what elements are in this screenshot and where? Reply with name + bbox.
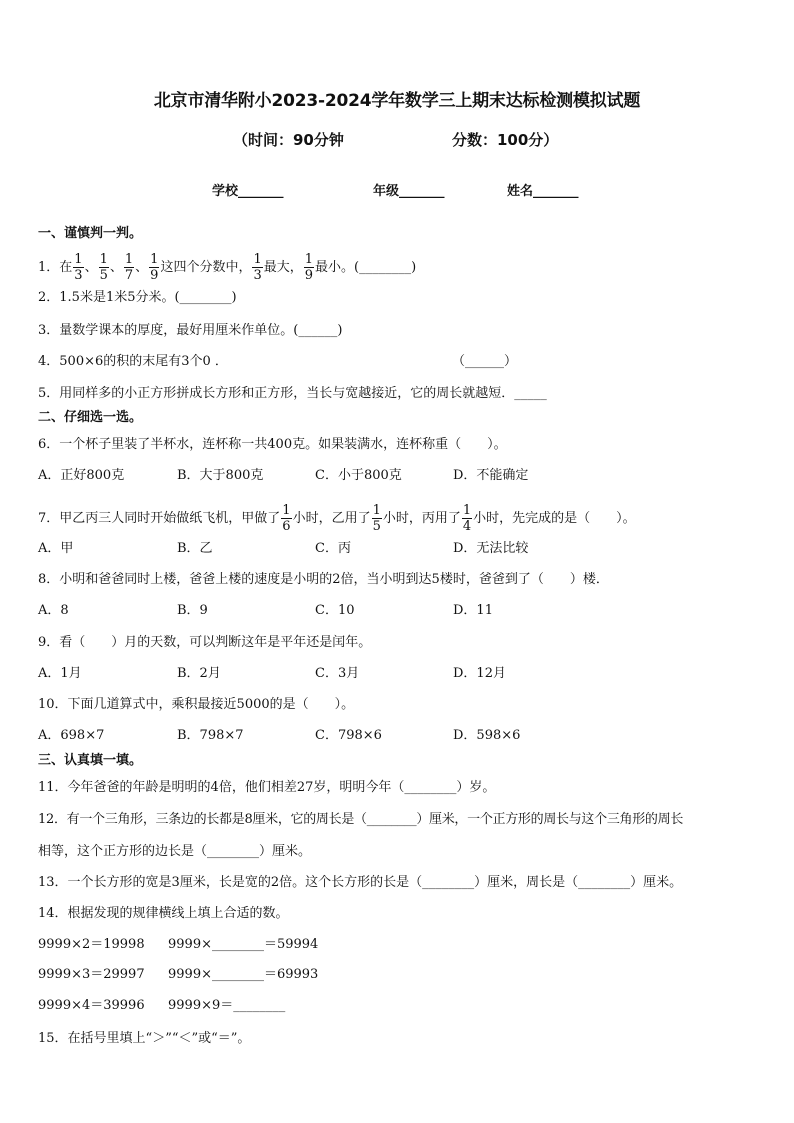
equation-left: 9999×3＝29997 [38,967,145,982]
numerator: 1 [150,252,159,267]
q7-prefix: 7．甲乙丙三人同时开始做纸飞机，甲做了 [38,511,281,526]
equation-left: 9999×4＝39996 [38,998,145,1013]
numerator: 1 [282,503,291,518]
fraction [149,252,159,283]
q7-middle-1: 小时，乙用了 [292,511,371,526]
equation-right[interactable]: 9999×9＝________ [168,998,286,1013]
option-a[interactable]: A．698×7 [38,728,105,743]
option-d[interactable]: D．12月 [453,666,506,681]
option-d[interactable]: D．598×6 [453,728,521,743]
page-title: 北京市清华附小2023-2024学年数学三上期末达标检测模拟试题 [153,91,641,111]
denominator: 5 [372,519,381,534]
question-3: 3．量数学课本的厚度，最好用厘米作单位。(______) [38,323,343,338]
fraction [462,503,472,534]
equation-left: 9999×2＝19998 [38,937,145,952]
option-a[interactable]: A．1月 [38,666,82,681]
section-heading-2: 二、仔细选一选。 [38,410,143,425]
numerator: 1 [124,252,134,267]
option-d[interactable]: D．不能确定 [453,468,529,483]
option-b[interactable]: B．乙 [177,541,213,556]
q1-prefix: 1．在 [38,260,73,275]
exam-score: 分数：100分） [452,131,559,149]
fraction [252,252,262,283]
section-heading-1: 一、谨慎判一判。 [38,226,143,241]
question-15: 15．在括号里填上“＞”“＜”或“＝”。 [38,1031,251,1046]
option-c[interactable]: C．小于800克 [315,468,402,483]
equation-right[interactable]: 9999×________＝59994 [168,937,319,952]
question-11: 11．今年爸爸的年龄是明明的4倍，他们相差27岁，明明今年（________）岁。 [38,780,496,795]
denominator: 9 [304,268,314,283]
numerator: 1 [99,252,108,267]
denominator: 9 [150,268,159,283]
question-12-line-2: 相等，这个正方形的边长是（________）厘米。 [38,844,312,859]
option-c[interactable]: C．10 [315,603,355,618]
q7-middle-2: 小时，丙用了 [382,511,461,526]
question-4 [38,352,758,372]
question-6: 6．一个杯子里装了半杯水，连杯称一共400克。如果装满水，连杯称重（ ）。 [38,437,507,452]
option-d[interactable]: D．11 [453,603,493,618]
question-14: 14．根据发现的规律横线上填上合适的数。 [38,906,289,921]
fraction [73,252,83,283]
question-8: 8．小明和爸爸同时上楼，爸爸上楼的速度是小明的2倍，当小明到达5楼时，爸爸到了（ ）楼． [38,572,609,587]
separator: 、 [84,260,98,275]
question-9: 9．看（ ）月的天数，可以判断这年是平年还是闰年。 [38,635,372,650]
q7-suffix: 小时，先完成的是（ ）。 [473,511,636,526]
q4-text: 4．500×6的积的末尾有3个0 ． [38,354,228,369]
option-d[interactable]: D．无法比较 [453,541,529,556]
denominator: 7 [124,268,134,283]
option-c[interactable]: C．798×6 [315,728,382,743]
option-b[interactable]: B．9 [177,603,208,618]
equation-right[interactable]: 9999×________＝69993 [168,967,319,982]
numerator: 1 [304,252,314,267]
option-a[interactable]: A．正好800克 [38,468,125,483]
option-b[interactable]: B．大于800克 [177,468,264,483]
section-heading-3: 三、认真填一填。 [38,753,143,768]
denominator: 4 [462,519,472,534]
option-c[interactable]: C．3月 [315,666,360,681]
fraction [99,252,109,283]
question-2: 2．1.5米是1米5分米。(________) [38,290,237,305]
q1-suffix: 最小。(________) [315,260,417,275]
q1-middle: 这四个分数中， [160,260,252,275]
option-c[interactable]: C．丙 [315,541,351,556]
option-a[interactable]: A．8 [38,603,69,618]
fraction [281,503,291,534]
numerator: 1 [74,252,83,267]
option-b[interactable]: B．798×7 [177,728,244,743]
answer-blank[interactable]: （______） [452,354,518,369]
denominator: 5 [99,268,108,283]
separator: 、 [109,260,123,275]
question-7 [38,503,758,534]
denominator: 3 [74,268,83,283]
question-1 [38,252,758,283]
school-field: 学校_______ [212,184,284,199]
question-5: 5．用同样多的小正方形拼成长方形和正方形，当长与宽越接近，它的周长就越短．_____ [38,386,547,401]
denominator: 3 [253,268,262,283]
question-12-line-1: 12．有一个三角形，三条边的长都是8厘米，它的周长是（________）厘米，一个正方形的周长与这个三角形的周长 [38,812,684,827]
question-10: 10．下面几道算式中，乘积最接近5000的是（ ）。 [38,697,355,712]
denominator: 6 [282,519,291,534]
option-a[interactable]: A．甲 [38,541,74,556]
fraction [124,252,134,283]
numerator: 1 [462,503,472,518]
fraction [372,503,382,534]
q1-middle-2: 最大， [263,260,303,275]
name-field: 姓名_______ [507,184,579,199]
question-13: 13．一个长方形的宽是3厘米，长是宽的2倍。这个长方形的长是（________）厘米，周长是（________）厘米。 [38,875,683,890]
grade-field: 年级_______ [373,184,445,199]
numerator: 1 [253,252,262,267]
exam-time: （时间：90分钟 [233,131,344,149]
fraction [304,252,314,283]
option-b[interactable]: B．2月 [177,666,221,681]
separator: 、 [135,260,149,275]
numerator: 1 [372,503,381,518]
